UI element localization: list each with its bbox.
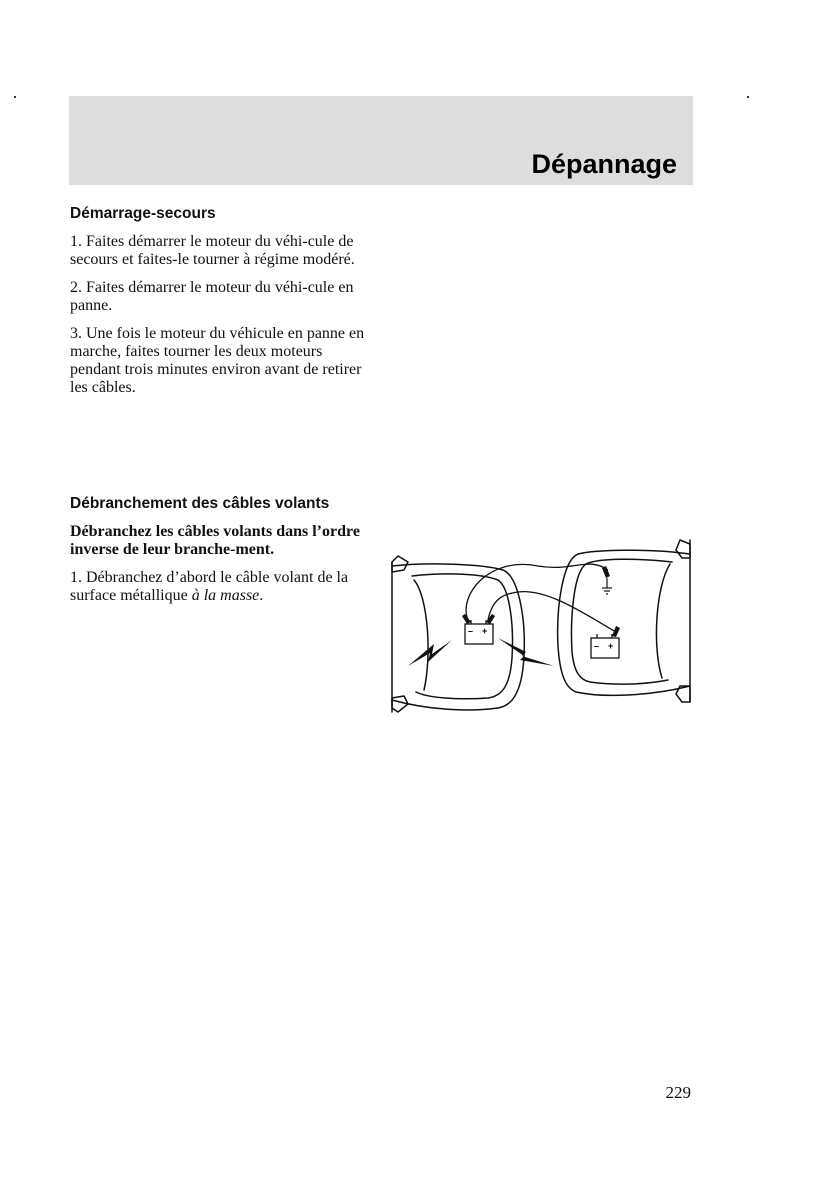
section-jump-start [70, 205, 368, 407]
right-battery-minus: – [594, 641, 600, 651]
lightning-bolt-left-icon [408, 640, 452, 666]
jump-start-illustration [388, 536, 694, 726]
header-title: Dépannage [531, 149, 677, 179]
left-battery-plus: + [482, 626, 488, 636]
left-car-windshield [414, 580, 428, 690]
section-disconnect-cables [70, 495, 368, 615]
page-number: 229 [665, 1083, 691, 1102]
crop-mark-left [14, 96, 16, 98]
section-heading-disconnect: Débranchement des câbles volants [70, 495, 330, 512]
right-car-mirror-top [676, 540, 690, 558]
warning-text: Débranchez les câbles volants dans l’ordre inverse de leur branche-ment. [70, 523, 360, 558]
step-3: 3. Une fois le moteur du véhicule en panne en marche, faites tourner les deux moteurs pendant trois minutes environ avant de retirer les câbles. [70, 325, 365, 396]
disconnect-step-1 [70, 569, 368, 605]
step-2: 2. Faites démarrer le moteur du véhi-cule en panne. [70, 279, 354, 314]
disconnect-step-1-end: . [259, 587, 264, 604]
cars-diagram [388, 536, 694, 726]
section-heading-jump-start: Démarrage-secours [70, 205, 216, 222]
page-header [69, 96, 693, 185]
crop-mark-right [747, 96, 749, 98]
ground-icon [602, 578, 612, 594]
disconnect-step-1-text: 1. Débranchez d’abord le câble volant de la surface métallique [70, 569, 349, 604]
step-1: 1. Faites démarrer le moteur du véhi-cule de secours et faites-le tourner à régime modéré. [70, 233, 355, 268]
right-battery-plus: + [608, 641, 614, 651]
disconnect-step-1-emphasis: à la masse [191, 587, 260, 604]
lightning-bolt-right-icon [498, 638, 554, 666]
left-car-mirror-top [392, 556, 408, 572]
left-battery-minus: – [468, 626, 474, 636]
right-car-windshield [656, 564, 670, 678]
